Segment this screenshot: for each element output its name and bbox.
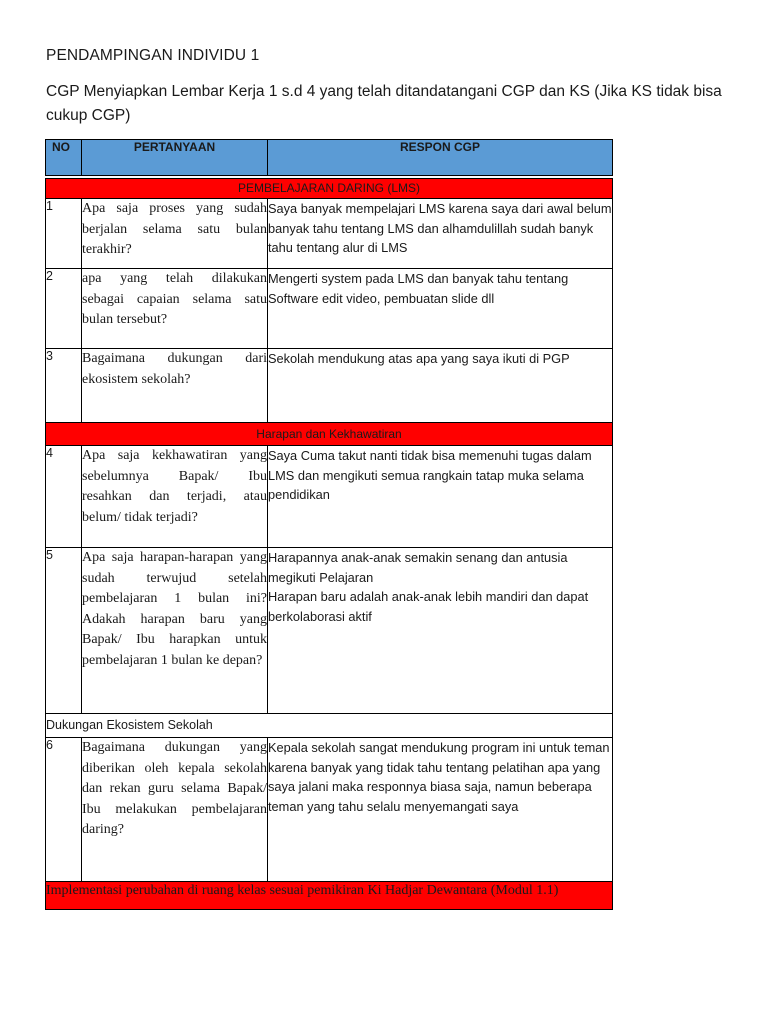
- response-cell: Mengerti system pada LMS dan banyak tahu tentang Software edit video, pembuatan slide dll: [268, 269, 613, 349]
- section-row: [46, 882, 613, 910]
- intro-paragraph: CGP Menyiapkan Lembar Kerja 1 s.d 4 yang telah ditandatangani CGP dan KS (Jika KS tidak bisa cukup CGP): [46, 83, 722, 124]
- table-row: [46, 446, 613, 548]
- row-number: 3: [46, 349, 82, 423]
- row-number: 1: [46, 199, 82, 269]
- response-cell: Sekolah mendukung atas apa yang saya ikuti di PGP: [268, 349, 613, 423]
- row-number: 6: [46, 738, 82, 882]
- row-number: 4: [46, 446, 82, 548]
- section-row: [46, 714, 613, 738]
- section-row: [46, 423, 613, 446]
- question-cell: Apa saja harapan-harapan yang sudah terwujud setelah pembelajaran 1 bulan ini? Adakah harapan baru yang Bapak/ Ibu harapkan untuk pembelajaran 1 bulan ke depan?: [82, 548, 268, 714]
- question-cell: apa yang telah dilakukan sebagai capaian selama satu bulan tersebut?: [82, 269, 268, 349]
- table-row: [46, 349, 613, 423]
- question-cell: Apa saja proses yang sudah berjalan selama satu bulan terakhir?: [82, 199, 268, 269]
- question-cell: Apa saja kekhawatiran yang sebelumnya Bapak/ Ibu resahkan dan terjadi, atau belum/ tidak terjadi?: [82, 446, 268, 548]
- worksheet-table: [45, 139, 613, 910]
- row-number: 2: [46, 269, 82, 349]
- response-cell: Saya banyak mempelajari LMS karena saya dari awal belum banyak tahu tentang LMS dan alhamdulillah sudah banyk tahu tentang alur di LMS: [268, 199, 613, 269]
- header-question: PERTANYAAN: [82, 140, 268, 176]
- question-cell: Bagaimana dukungan dari ekosistem sekolah?: [82, 349, 268, 423]
- section-title-implementasi: Implementasi perubahan di ruang kelas sesuai pemikiran Ki Hadjar Dewantara (Modul 1.1): [46, 882, 613, 910]
- response-cell: Kepala sekolah sangat mendukung program ini untuk teman karena banyak yang tidak tahu tentang pelatihan apa yang saya jalani maka responnya biasa saja, namun beberapa teman yang tahu selalu menyemangati saya: [268, 738, 613, 882]
- table-header-row: [46, 140, 613, 176]
- header-no: NO: [46, 140, 82, 176]
- table-row: [46, 269, 613, 349]
- row-number: 5: [46, 548, 82, 714]
- section-row: [46, 179, 613, 199]
- page-title: PENDAMPINGAN INDIVIDU 1: [46, 47, 260, 64]
- response-cell: Saya Cuma takut nanti tidak bisa memenuhi tugas dalam LMS dan mengikuti semua rangkain tatap muka selama pendidikan: [268, 446, 613, 548]
- response-line: Harapan baru adalah anak-anak lebih mandiri dan dapat berkolaborasi aktif: [268, 589, 589, 624]
- response-cell: [268, 548, 613, 714]
- table-row: [46, 548, 613, 714]
- section-title-harapan: Harapan dan Kekhawatiran: [46, 423, 613, 446]
- question-cell: Bagaimana dukungan yang diberikan oleh kepala sekolah dan rekan guru selama Bapak/ Ibu melakukan pembelajaran daring?: [82, 738, 268, 882]
- table-row: [46, 199, 613, 269]
- section-title-dukungan: Dukungan Ekosistem Sekolah: [46, 714, 613, 738]
- section-title-lms: PEMBELAJARAN DARING (LMS): [46, 179, 613, 199]
- table-row: [46, 738, 613, 882]
- response-line: Harapannya anak-anak semakin senang dan antusia megikuti Pelajaran: [268, 550, 568, 585]
- header-response: RESPON CGP: [268, 140, 613, 176]
